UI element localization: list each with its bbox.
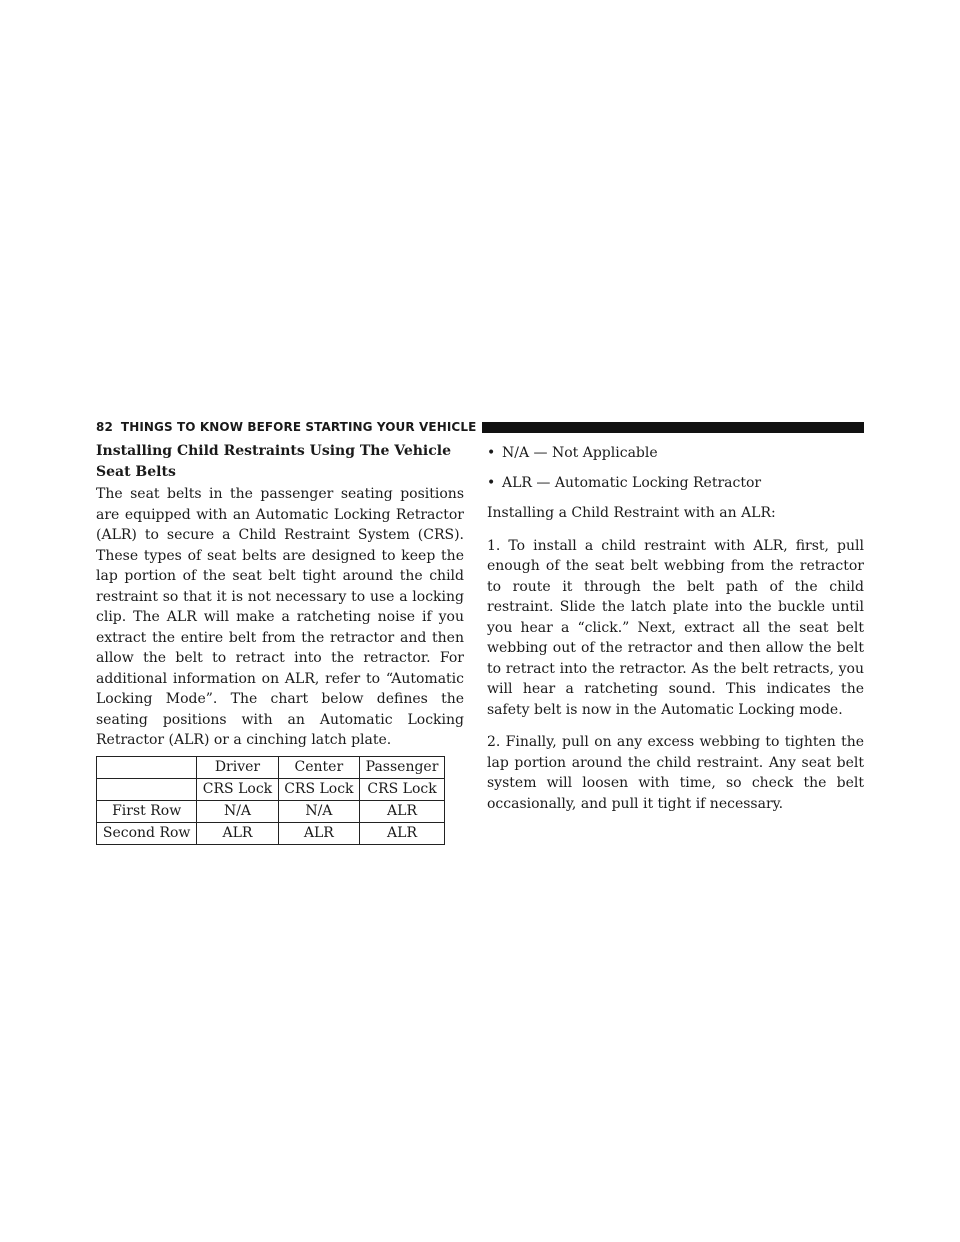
table-cell: CRS Lock bbox=[197, 778, 278, 800]
intro-paragraph: Installing a Child Restraint with an ALR: bbox=[487, 505, 776, 521]
list-item-text: ALR — Automatic Locking Retractor bbox=[502, 475, 762, 491]
left-column bbox=[96, 441, 464, 845]
table-cell bbox=[97, 756, 197, 778]
header-rule bbox=[482, 422, 864, 433]
section-title: THINGS TO KNOW BEFORE STARTING YOUR VEHICLE bbox=[120, 420, 477, 434]
seating-table bbox=[96, 756, 445, 845]
table-cell: ALR bbox=[278, 822, 359, 844]
list-item-text: N/A — Not Applicable bbox=[502, 445, 658, 461]
list-item bbox=[487, 443, 864, 463]
right-column bbox=[487, 441, 864, 826]
table-cell: ALR bbox=[360, 800, 445, 822]
table-row bbox=[97, 800, 445, 822]
table-row bbox=[97, 756, 445, 778]
table-cell: Center bbox=[278, 756, 359, 778]
table-cell: Driver bbox=[197, 756, 278, 778]
table-cell: Second Row bbox=[97, 822, 197, 844]
table-cell bbox=[97, 778, 197, 800]
table-cell: Passenger bbox=[360, 756, 445, 778]
table-cell: CRS Lock bbox=[360, 778, 445, 800]
bullet-icon: • bbox=[487, 475, 496, 491]
legend-list bbox=[487, 443, 864, 493]
table-cell: First Row bbox=[97, 800, 197, 822]
step-1-paragraph: 1. To install a child restraint with ALR, first, pull enough of the seat belt webbing from the retractor to route it through the belt path of the child restraint. Slide the latch plate into the buckle until you hear a “click.” Next, extract all the seat belt webbing out of the retractor and then allow the belt to retract into the retractor. As the belt retracts, you will hear a ratcheting sound. This indicates the safety belt is now in the Automatic Locking mode. bbox=[487, 537, 864, 718]
table-cell: N/A bbox=[278, 800, 359, 822]
table-cell: CRS Lock bbox=[278, 778, 359, 800]
table-row bbox=[97, 822, 445, 844]
table-row bbox=[97, 778, 445, 800]
table-cell: ALR bbox=[197, 822, 278, 844]
list-item bbox=[487, 473, 864, 493]
page-header bbox=[96, 419, 864, 435]
table-cell: ALR bbox=[360, 822, 445, 844]
table-cell: N/A bbox=[197, 800, 278, 822]
bullet-icon: • bbox=[487, 445, 496, 461]
section-heading: Installing Child Restraints Using The Vehicle Seat Belts bbox=[96, 443, 451, 480]
body-paragraph: The seat belts in the passenger seating positions are equipped with an Automatic Locking Retractor (ALR) to secure a Child Restraint System (CRS). These types of seat belts are designed to keep the lap portion of the seat belt tight around the child restraint so that it is not necessary to use a locking clip. The ALR will make a ratcheting noise if you extract the entire belt from the retractor and then allow the belt to retract into the retractor. For additional information on ALR, refer to “Automatic Locking Mode”. The chart below defines the seating positions with an Automatic Locking Retractor (ALR) or a cinching latch plate. bbox=[96, 486, 464, 748]
page-number: 82 bbox=[96, 420, 113, 434]
step-2-paragraph: 2. Finally, pull on any excess webbing to tighten the lap portion around the child restraint. Any seat belt system will loosen with time, so check the belt occasionally, and pull it tight if necessary. bbox=[487, 734, 864, 812]
